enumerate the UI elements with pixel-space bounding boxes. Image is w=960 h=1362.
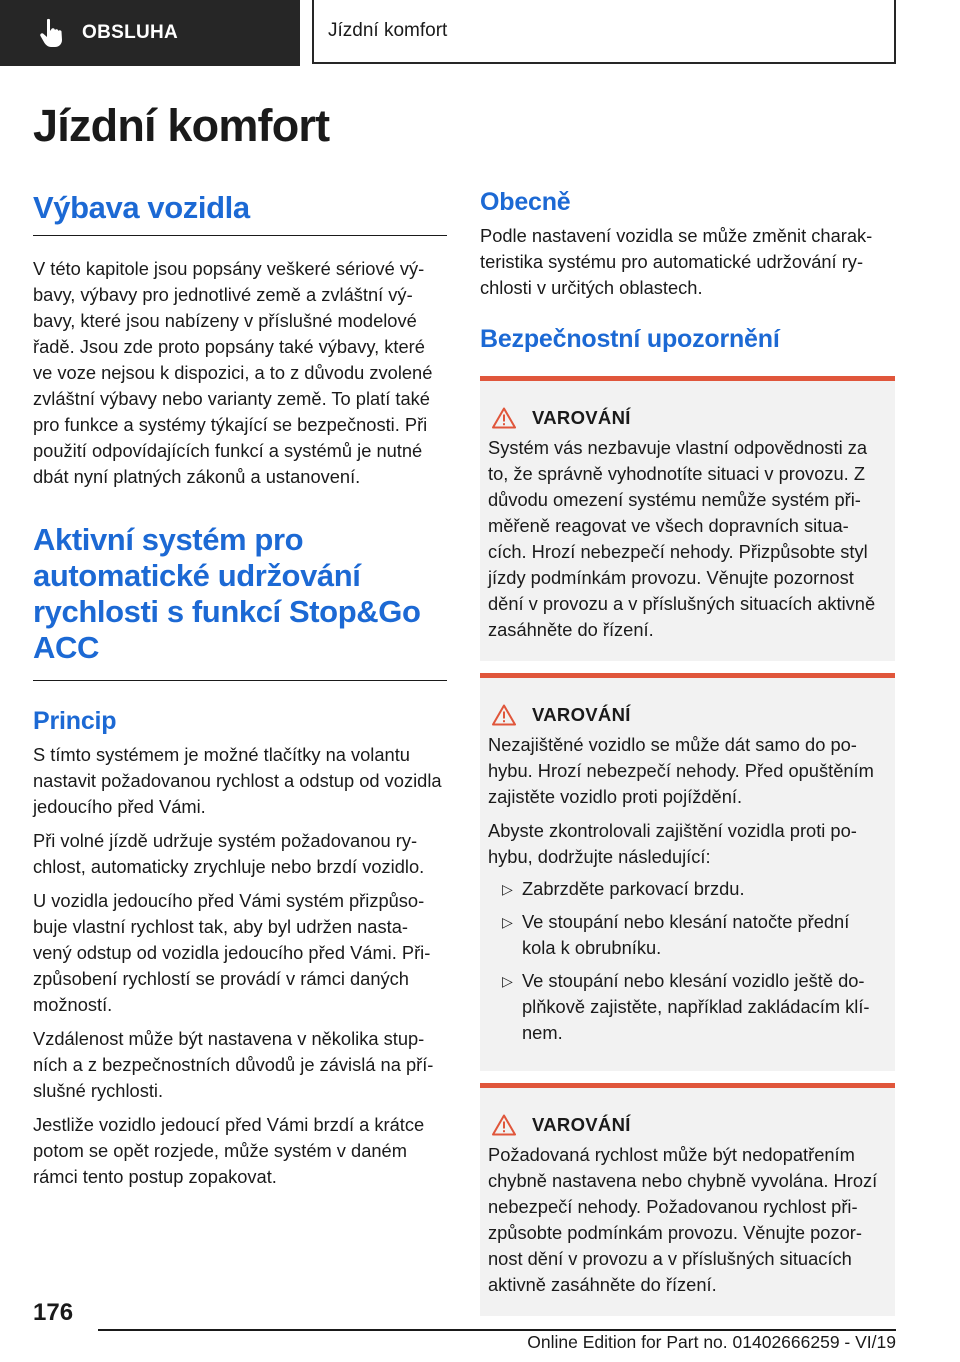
page-title: Jízdní komfort: [33, 100, 330, 151]
acc-heading: Aktivní systém pro automatické udržování rychlosti s funkcí Stop&Go ACC: [33, 521, 421, 665]
warning-label: VAROVÁNÍ: [532, 704, 631, 725]
warning-header: [488, 407, 887, 429]
list-item-text: Ve stoupání nebo klesání natočte přední kola k obrubníku.: [522, 911, 850, 958]
warning-triangle-icon: [492, 704, 516, 726]
warning-text: Požadovaná rychlost může být nedopatřením chybně nastavena nebo chybně vyvolána. Hrozí nebezpečí nehody. Požadovanou rychlost při- způsobte podmínkám provozu. Věnujte pozor- nost dění v provozu a v příslušných situacích aktivně zasáhněte do řízení.: [488, 1144, 878, 1295]
princip-paragraph: U vozidla jedoucího před Vámi systém přizpůso- buje vlastní rychlost tak, aby byl udržen nasta- vený odstup od vozidla jedoucího před Vámi. Při- způsobení rychlostí se provádí v rámci daných možností.: [33, 889, 431, 1015]
pointing-hand-icon: [38, 18, 66, 48]
princip-paragraph: Jestliže vozidlo jedoucí před Vámi brzdí a krátce potom se opět rozjede, může systém v daném rámci tento postup zopakovat.: [33, 1113, 425, 1187]
warning-text: Systém vás nezbavuje vlastní odpovědnosti za to, že správně vyhodnotíte situaci v provozu. Z důvodu omezení systému nemůže systém při- měřeně reagovat ve všech dopravních situa- cích. Hrozí nebezpečí nehody. Přizpůsobte styl jízdy podmínkám provozu. Věnujte pozornost dění v provozu a v příslušných situacích aktivně zasáhněte do řízení.: [488, 437, 876, 640]
edition-text: Online Edition for Part no. 01402666259 - VI/19: [527, 1332, 896, 1352]
section-tab-label: Jízdní komfort: [328, 20, 448, 41]
section-tab: [312, 0, 896, 64]
warning-triangle-icon: [492, 407, 516, 429]
obecne-text: Podle nastavení vozidla se může změnit charak- teristika systému pro automatické udržování ry- chlosti v určitých oblastech.: [480, 225, 873, 298]
warning-label: VAROVÁNÍ: [532, 407, 631, 428]
heading-rule: [33, 680, 447, 681]
princip-paragraph: Při volné jízdě udržuje systém požadovanou ry- chlost, automaticky zrychluje nebo brzdí vozidlo.: [33, 829, 425, 877]
page-header: [0, 0, 960, 66]
heading-rule: [33, 235, 447, 236]
list-item-text: Zabrzděte parkovací brzdu.: [522, 878, 745, 899]
page-footer: [0, 1296, 960, 1362]
bezpecnost-heading: Bezpečnostní upozornění: [480, 325, 780, 353]
princip-paragraph: Vzdálenost může být nastavena v několika stup- ních a z bezpečnostních důvodů je závislá na pří- slušné rychlosti.: [33, 1027, 434, 1101]
warning-box: [480, 376, 895, 661]
warning-bullet-list: [488, 876, 887, 1046]
warning-header: [488, 1114, 887, 1136]
warning-box: [480, 1083, 895, 1316]
chapter-tab-label: OBSLUHA: [82, 22, 179, 43]
chapter-tab: [0, 0, 300, 66]
princip-heading: Princip: [33, 706, 117, 735]
footer-rule: [98, 1329, 896, 1331]
page-number: 176: [33, 1299, 74, 1326]
warning-box: [480, 673, 895, 1071]
warning-label: VAROVÁNÍ: [532, 1114, 631, 1135]
list-item-text: Ve stoupání nebo klesání vozidlo ještě do- plňkově zajistěte, například zakládacím klí- nem.: [522, 970, 870, 1043]
vybava-heading: Výbava vozidla: [33, 190, 250, 225]
warning-text: Nezajištěné vozidlo se může dát samo do po- hybu. Hrozí nebezpečí nehody. Před opuštěním zajistěte vozidlo proti pojíždění.: [488, 734, 874, 807]
triangle-bullet-icon: ▷: [502, 973, 513, 989]
triangle-bullet-icon: ▷: [502, 881, 513, 897]
left-column: [33, 190, 447, 1190]
obecne-heading: Obecně: [480, 188, 571, 216]
warning-text: Abyste zkontrolovali zajištění vozidla proti po- hybu, dodržujte následující:: [488, 820, 857, 867]
list-item: [488, 968, 887, 1046]
list-item: [488, 909, 887, 961]
triangle-bullet-icon: ▷: [502, 914, 513, 930]
right-column: [480, 188, 894, 1316]
warning-triangle-icon: [492, 1114, 516, 1136]
list-item: [488, 876, 887, 902]
warning-header: [488, 704, 887, 726]
princip-paragraph: S tímto systémem je možné tlačítky na volantu nastavit požadovanou rychlost a odstup od vozidla jedoucího před Vámi.: [33, 743, 442, 817]
vybava-text: V této kapitole jsou popsány veškeré sériové vý- bavy, výbavy pro jednotlivé země a zvláštní vý- bavy, které jsou nabízeny v příslušné modelové řadě. Jsou zde proto popsány také výbavy, které ve voze nejsou k dispozici, a to z důvodu zvolené zvláštní výbavy nebo varianty země. To platí také pro funkce a systémy týkající se bezpečnosti. Při použití odpovídajících funkcí a systémů je nutné dbát nyní platných zákonů a ustanovení.: [33, 257, 433, 487]
